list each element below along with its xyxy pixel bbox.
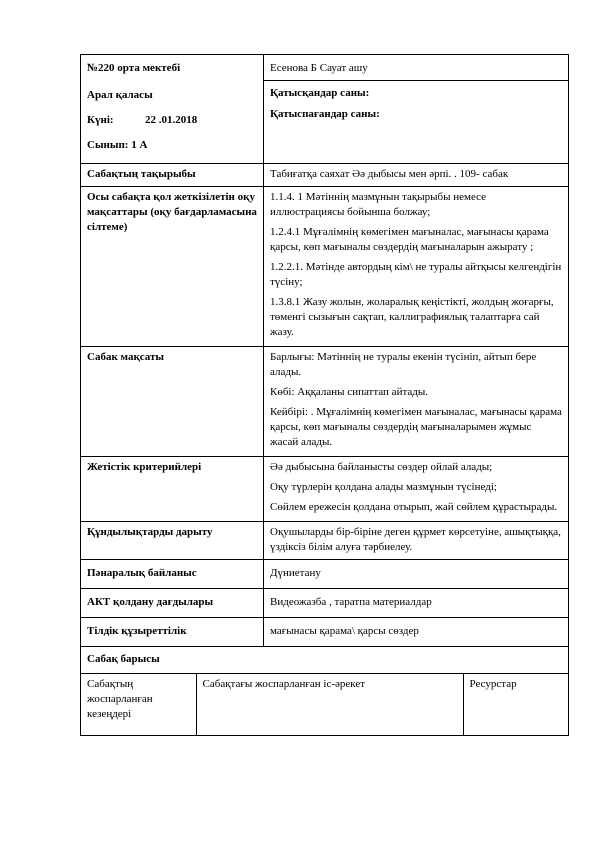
- present-count-label: Қатысқандар саны:: [270, 87, 370, 99]
- resources-label: Ресурстар: [469, 678, 517, 690]
- links-row: [81, 560, 569, 589]
- date-value: 22 .01.2018: [145, 114, 198, 126]
- criteria-label: Жетістік критерийлері: [81, 457, 264, 522]
- school-name: №220 орта мектебі: [87, 62, 181, 74]
- objective-item: 1.2.4.1 Мұғалімнің көмегімен мағыналас, мағынасы қарама қарсы, көп мағыналы сөздердің мағыналарын ажырату ;: [270, 226, 549, 253]
- goals-cell: [264, 347, 569, 457]
- goals-row: [81, 347, 569, 457]
- city-name: Арал қаласы: [87, 89, 153, 101]
- language-label: Тілдік құзыреттілік: [81, 618, 264, 647]
- ict-label: АКТ қолдану дағдылары: [81, 589, 264, 618]
- objective-item: 1.2.2.1. Мәтінде автордың кім\ не туралы айтқысы келгендігін түсіну;: [270, 261, 562, 288]
- goal-item: Көбі: Аққаланы сипаттап айтады.: [270, 386, 429, 398]
- criteria-item: Әә дыбысына байланысты сөздер ойлай алады;: [270, 461, 493, 473]
- ict-row: [81, 589, 569, 618]
- teacher-name: Есенова Б Сауат ашу: [264, 55, 568, 81]
- goal-item: Кейбірі: . Мұғалімнің көмегімен мағыналас, мағынасы қарама қарсы, көп мағыналы сөздердің мағыналарымен жұмыс жасай алады.: [270, 406, 562, 448]
- goals-label: Сабак мақсаты: [81, 347, 264, 457]
- header-row: [81, 55, 569, 164]
- date-row: [87, 113, 257, 128]
- criteria-row: [81, 457, 569, 522]
- links-label: Пәнаралық байланыс: [81, 560, 264, 589]
- absent-count-label: Қатыспағандар саны:: [270, 108, 380, 120]
- values-value: Оқушыларды бір-біріне деген құрмет көрсетуіне, ашықтыққа, үздіксіз білім алуға тәрбиелеу.: [264, 522, 569, 560]
- topic-value: Табиғатқа саяхат Әә дыбысы мен әрпі. . 109- сабак: [264, 164, 569, 187]
- goal-item: Барлығы: Мәтіннің не туралы екенін түсініп, айтып бере алады.: [270, 351, 537, 378]
- objective-item: 1.3.8.1 Жазу жолын, жоларалық кеңістікті, жолдың жоғарғы, төменгі сызығын сақтап, каллиграфиялық талаптарға сай жазу.: [270, 296, 554, 338]
- values-label: Құндылықтарды дарыту: [81, 522, 264, 560]
- stages-header-cell: [81, 674, 569, 736]
- progress-row: [81, 647, 569, 674]
- objectives-row: [81, 187, 569, 347]
- criteria-item: Сөйлем ережесін қолдана отырып, жай сөйлем құрастырады.: [270, 501, 558, 513]
- values-row: [81, 522, 569, 560]
- stages-header-row: [81, 674, 569, 736]
- school-info-cell: [81, 55, 264, 164]
- teacher-info-cell: [264, 55, 569, 164]
- language-value: мағынасы қарама\ қарсы сөздер: [264, 618, 569, 647]
- links-value: Дүниетану: [264, 560, 569, 589]
- objectives-label: Осы сабақта қол жеткізілетін оқу мақсаттары (оқу бағдарламасына сілтеме): [81, 187, 264, 347]
- class-label: Сынып: 1 А: [87, 139, 148, 151]
- progress-label: Сабақ барысы: [81, 647, 569, 674]
- objective-item: 1.1.4. 1 Мәтіннің мазмұнын тақырыбы немесе иллюстрациясы бойынша болжау;: [270, 191, 487, 218]
- activities-label: Сабақтағы жоспарланған іс-әрекет: [196, 674, 463, 735]
- language-row: [81, 618, 569, 647]
- criteria-item: Оқу түрлерін қолдана алады мазмұнын түсінеді;: [270, 481, 497, 493]
- topic-row: [81, 164, 569, 187]
- topic-label: Сабақтың тақырыбы: [81, 164, 264, 187]
- stages-label: Сабақтың жоспарланған кезеңдері: [81, 674, 196, 735]
- lesson-plan-page: [80, 54, 568, 736]
- ict-value: Видеожазба , таратпа материалдар: [264, 589, 569, 618]
- stages-table: [81, 674, 569, 735]
- criteria-cell: [264, 457, 569, 522]
- objectives-cell: [264, 187, 569, 347]
- lesson-plan-table: [80, 54, 569, 736]
- date-label: Күні:: [87, 114, 114, 126]
